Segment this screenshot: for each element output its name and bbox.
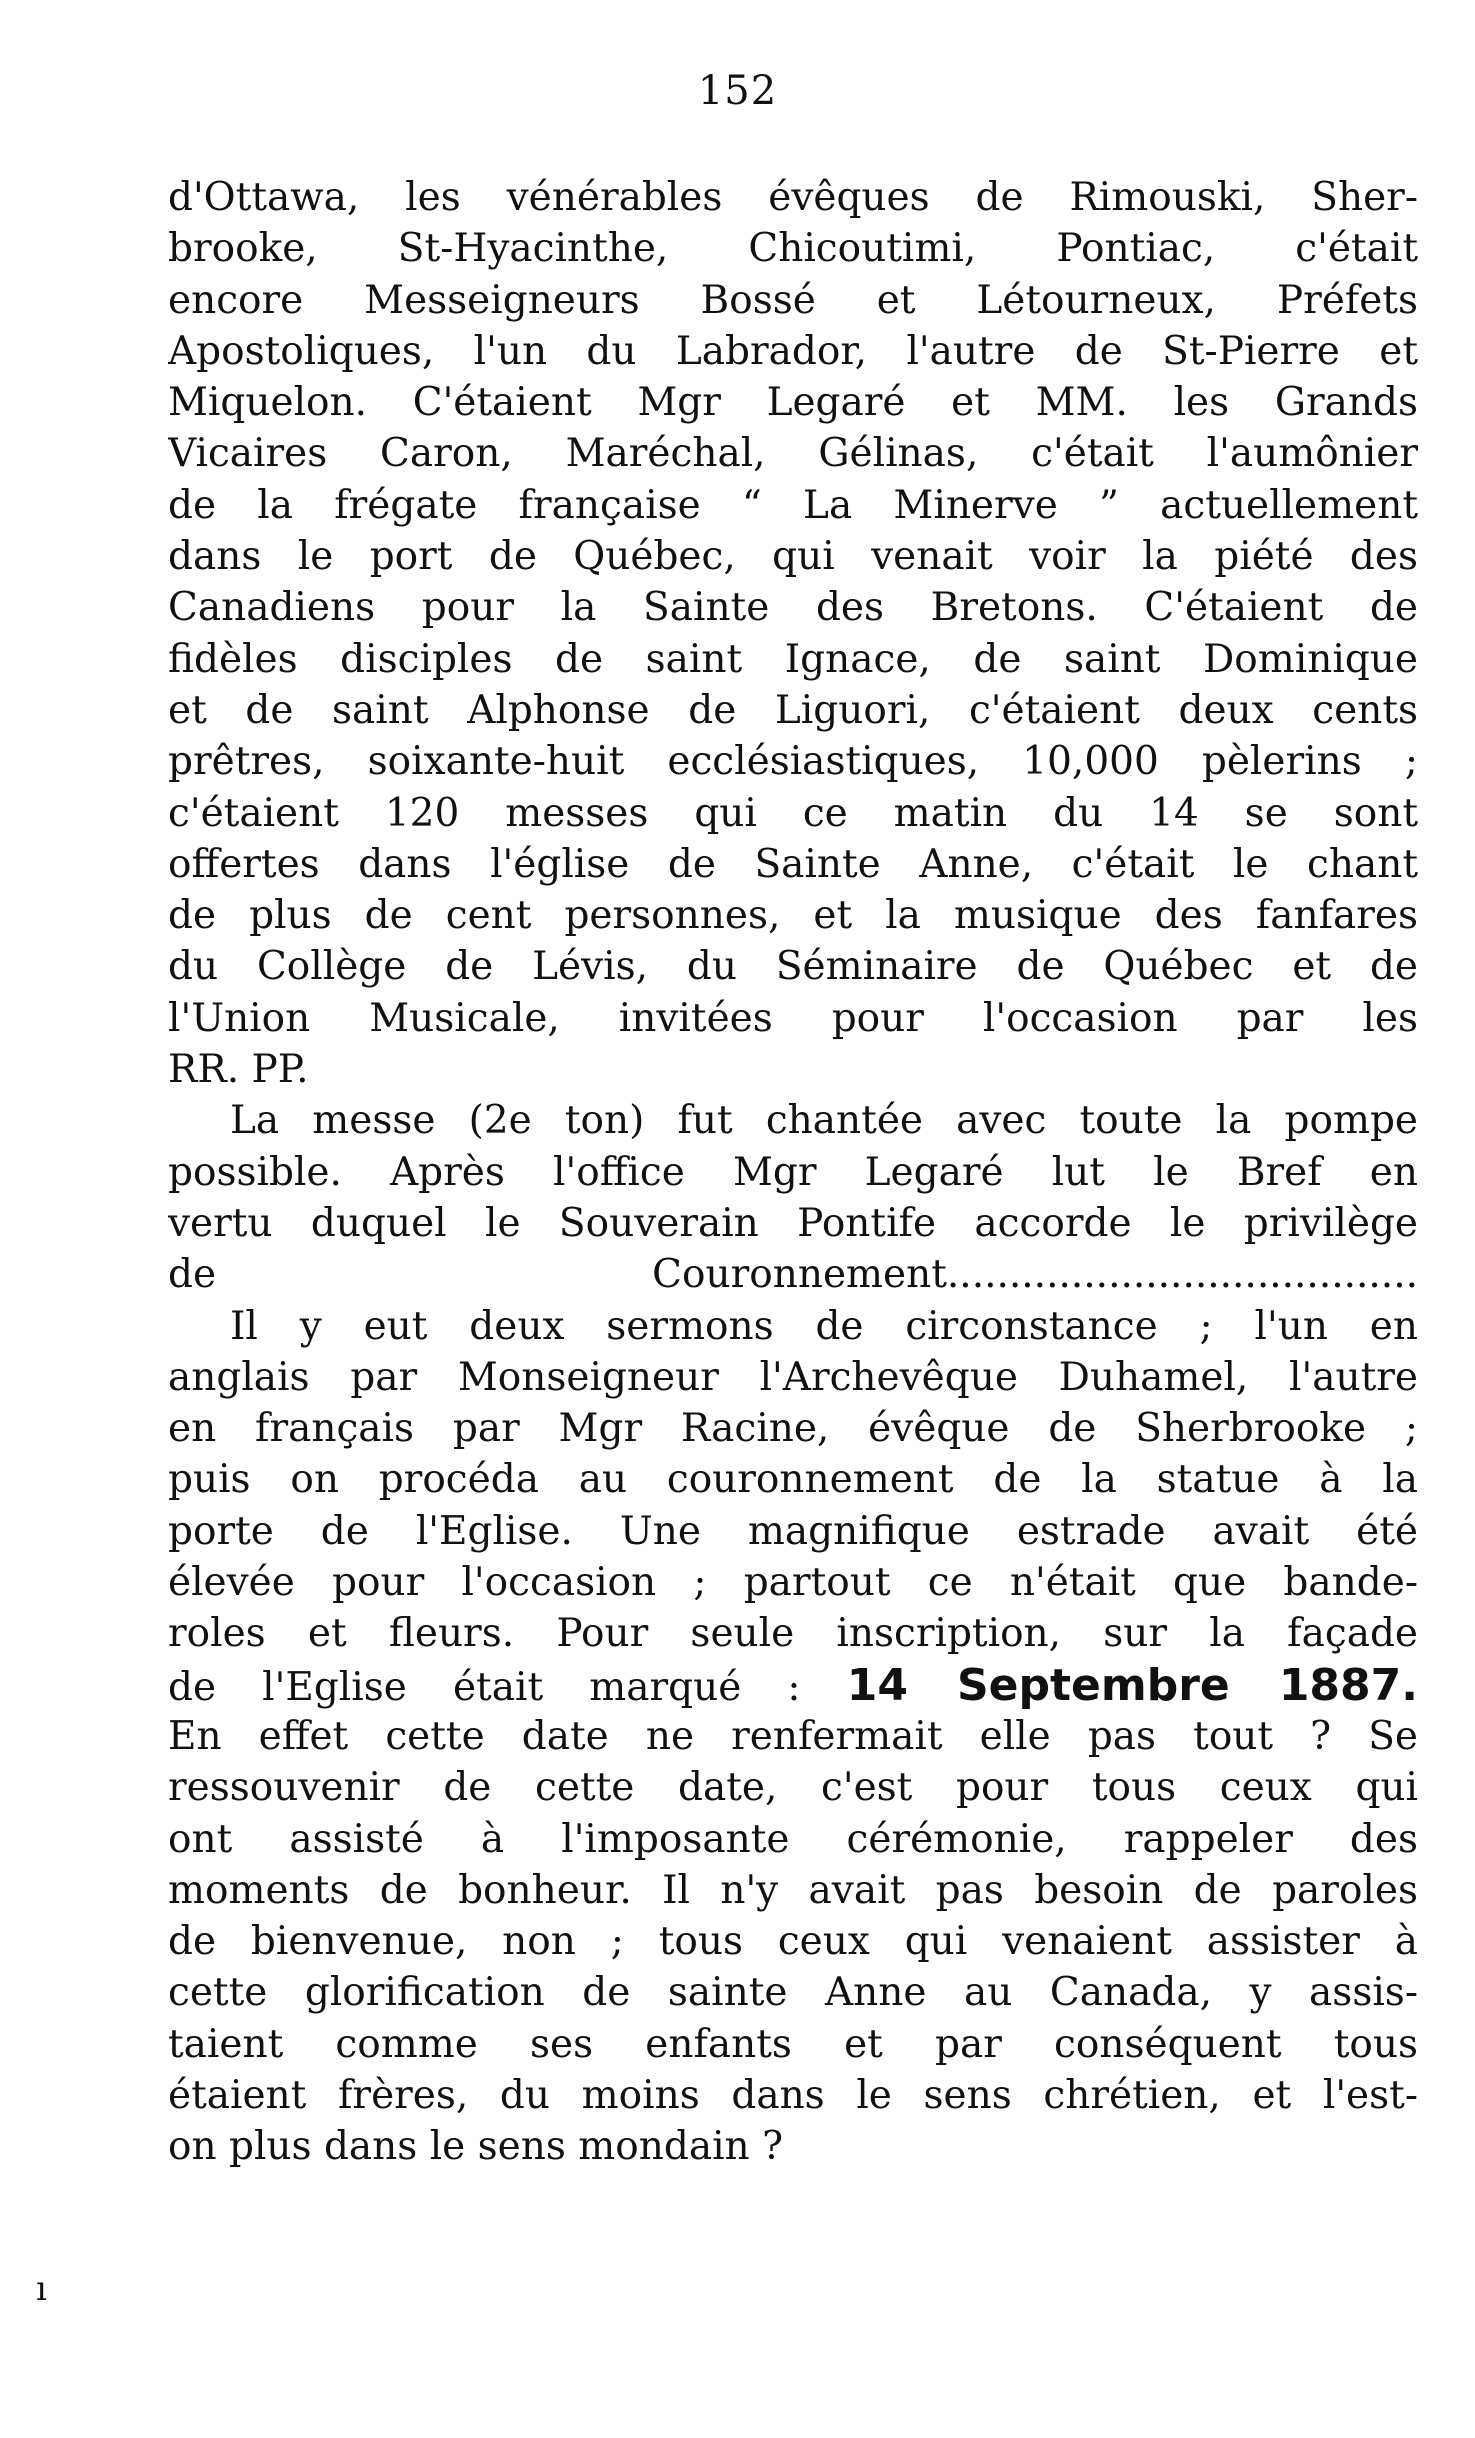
text-line-content: Vicaires Caron, Maréchal, Gélinas, c'était l'aumônier xyxy=(168,431,1418,477)
text-line-content: Il y eut deux sermons de circonstance ; l'un en xyxy=(230,1303,1418,1349)
text-line-content: encore Messeigneurs Bossé et Létourneux, Préfets xyxy=(168,277,1418,323)
text-line-content: Apostoliques, l'un du Labrador, l'autre de St-Pierre et xyxy=(168,328,1418,374)
text-line-content: offertes dans l'église de Sainte Anne, c'était le chant xyxy=(168,841,1418,887)
text-line xyxy=(168,993,1418,1044)
text-line-content: Canadiens pour la Sainte des Bretons. C'étaient de xyxy=(168,585,1418,631)
text-line xyxy=(168,172,1418,223)
text-line xyxy=(168,1147,1418,1198)
text-line xyxy=(168,1916,1418,1967)
text-line xyxy=(168,480,1418,531)
text-line xyxy=(168,1095,1418,1146)
text-line-content: moments de bonheur. Il n'y avait pas besoin de paroles xyxy=(168,1867,1418,1913)
text-line xyxy=(168,1198,1418,1249)
text-line xyxy=(168,788,1418,839)
text-line xyxy=(168,531,1418,582)
text-line xyxy=(168,1814,1418,1865)
text-line xyxy=(168,1711,1418,1762)
text-line xyxy=(168,2121,1418,2172)
text-line xyxy=(168,2019,1418,2070)
text-line xyxy=(168,2070,1418,2121)
text-line xyxy=(168,941,1418,992)
text-line-content: en français par Mgr Racine, évêque de Sherbrooke ; xyxy=(168,1406,1418,1452)
text-line-content: on plus dans le sens mondain ? xyxy=(168,2124,783,2170)
text-line xyxy=(168,890,1418,941)
text-line-content: cette glorification de sainte Anne au Canada, y assis- xyxy=(168,1970,1418,2016)
text-line-content: l'Union Musicale, invitées pour l'occasion par les xyxy=(168,995,1418,1041)
text-line xyxy=(168,326,1418,377)
text-line xyxy=(168,428,1418,479)
text-line-content: de l'Eglise était marqué : xyxy=(168,1664,801,1710)
text-line-content: RR. PP. xyxy=(168,1047,309,1093)
text-line-content: du Collège de Lévis, du Séminaire de Québec et de xyxy=(168,944,1418,990)
page-number: 152 xyxy=(697,68,778,114)
text-line-content: porte de l'Eglise. Une magnifique estrade avait été xyxy=(168,1508,1418,1554)
text-line-content: de bienvenue, non ; tous ceux qui venaient assister à xyxy=(168,1919,1418,1965)
text-line xyxy=(168,1865,1418,1916)
text-line-content: brooke, St-Hyacinthe, Chicoutimi, Pontiac, c'était xyxy=(168,226,1418,272)
text-line-content: possible. Après l'office Mgr Legaré lut le Bref en xyxy=(168,1149,1418,1195)
text-line xyxy=(168,1301,1418,1352)
text-line xyxy=(168,1660,1418,1711)
text-line xyxy=(168,1454,1418,1505)
text-line xyxy=(168,223,1418,274)
text-line xyxy=(168,634,1418,685)
text-line xyxy=(168,1762,1418,1813)
text-line-content: puis on procéda au couronnement de la statue à la xyxy=(168,1457,1418,1503)
text-line xyxy=(168,1967,1418,2018)
text-line-content: élevée pour l'occasion ; partout ce n'était que bande- xyxy=(168,1560,1418,1606)
text-line-content: c'étaient 120 messes qui ce matin du 14 se sont xyxy=(168,790,1418,836)
text-line xyxy=(168,1044,1418,1095)
text-line-content: fidèles disciples de saint Ignace, de saint Dominique xyxy=(168,636,1418,682)
text-line xyxy=(168,839,1418,890)
text-line xyxy=(168,582,1418,633)
text-line xyxy=(168,1249,1418,1300)
text-line-content: de la frégate française “ La Minerve ” actuellement xyxy=(168,482,1418,528)
text-line-content: ressouvenir de cette date, c'est pour tous ceux qui xyxy=(168,1765,1418,1811)
text-line xyxy=(168,1506,1418,1557)
text-line xyxy=(168,1557,1418,1608)
text-line-content: dans le port de Québec, qui venait voir la piété des xyxy=(168,534,1418,580)
text-line-content: ont assisté à l'imposante cérémonie, rappeler des xyxy=(168,1816,1418,1862)
text-line-content: taient comme ses enfants et par conséquent tous xyxy=(168,2021,1418,2067)
text-line xyxy=(168,1352,1418,1403)
text-line-content: prêtres, soixante-huit ecclésiastiques, 10,000 pèlerins ; xyxy=(168,739,1418,785)
text-line xyxy=(168,736,1418,787)
text-line xyxy=(168,1608,1418,1659)
text-line-content: d'Ottawa, les vénérables évêques de Rimouski, Sher- xyxy=(168,175,1418,220)
text-line xyxy=(168,685,1418,736)
body-text xyxy=(168,172,1418,2173)
text-line xyxy=(168,1403,1418,1454)
margin-mark: ı xyxy=(36,2269,47,2309)
text-line-content: En effet cette date ne renfermait elle pas tout ? Se xyxy=(168,1713,1418,1759)
text-line-content: de plus de cent personnes, et la musique des fanfares xyxy=(168,893,1418,939)
text-line-content: étaient frères, du moins dans le sens chrétien, et l'est- xyxy=(168,2072,1418,2118)
text-line-content: et de saint Alphonse de Liguori, c'étaient deux cents xyxy=(168,687,1418,733)
text-line-content: anglais par Monseigneur l'Archevêque Duhamel, l'autre xyxy=(168,1354,1418,1400)
text-line xyxy=(168,275,1418,326)
text-line-content: La messe (2e ton) fut chantée avec toute la pompe xyxy=(230,1098,1418,1144)
text-line xyxy=(168,377,1418,428)
text-line-content: Miquelon. C'étaient Mgr Legaré et MM. les Grands xyxy=(168,380,1418,426)
inscription-date: 14 Septembre 1887. xyxy=(846,1659,1418,1711)
text-line-content: vertu duquel le Souverain Pontife accorde le privilège xyxy=(168,1200,1418,1246)
text-line-content: roles et fleurs. Pour seule inscription, sur la façade xyxy=(168,1611,1418,1657)
text-line-content: de Couronnement...................................... xyxy=(168,1252,1418,1298)
